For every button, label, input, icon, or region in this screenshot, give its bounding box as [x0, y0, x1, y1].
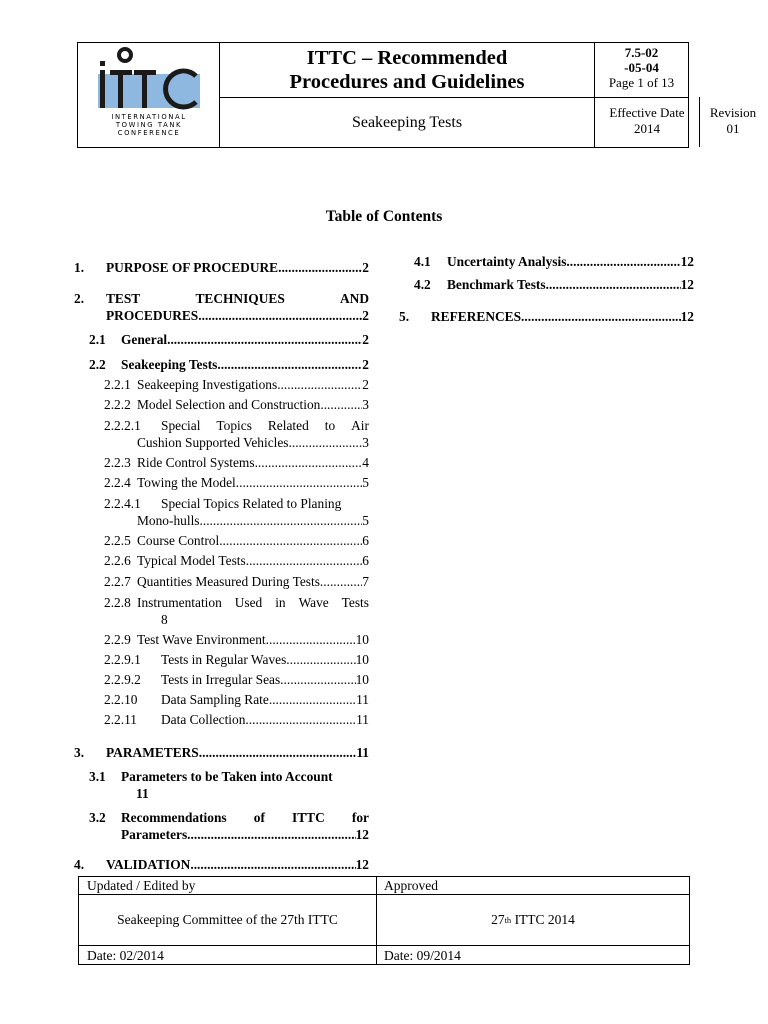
toc-entry-word: Special — [161, 418, 201, 433]
toc-entry[interactable] — [104, 418, 369, 451]
toc-entry-number: 2.2.4 — [104, 475, 131, 490]
title-line: ITTC – Recommended — [306, 47, 508, 69]
toc-entry-title: Uncertainty Analysis — [447, 254, 567, 269]
toc-entry-number: 2.2.1 — [104, 377, 131, 392]
toc-entry-title: Seakeeping Tests — [121, 357, 218, 372]
toc-entry-page: 12 — [680, 309, 694, 324]
toc-entry-title: Quantities Measured During Tests — [137, 574, 320, 589]
approver-text: ITTC 2014 — [511, 912, 575, 927]
toc-entry-page: 3 — [362, 397, 369, 412]
toc-entry[interactable] — [104, 496, 369, 529]
toc-entry-title: PARAMETERS — [106, 745, 199, 760]
toc-entry-page: 6 — [362, 553, 369, 568]
header-table — [77, 42, 757, 148]
toc-entry-number: 4.1 — [414, 254, 431, 269]
toc-entry[interactable] — [89, 810, 369, 843]
toc-entry-title: Data Collection — [161, 712, 246, 727]
doc-number-line: -05-04 — [624, 60, 659, 75]
toc-entry[interactable] — [89, 769, 369, 802]
toc-entry-title: Parameters — [121, 827, 188, 842]
toc-entry-title: General — [121, 332, 168, 347]
editor-name: Seakeeping Committee of the 27th ITTC — [117, 912, 338, 927]
toc-entry-page: 11 — [356, 745, 369, 760]
toc-entry-title: Tests in Regular Waves — [161, 652, 287, 667]
toc-entry-page: 12 — [355, 827, 369, 842]
toc-entry-title: Towing the Model — [137, 475, 236, 490]
effective-date — [595, 105, 699, 137]
toc-entry-word: TECHNIQUES — [195, 291, 285, 306]
revision — [700, 105, 766, 137]
toc-entry-number: 3.2 — [89, 810, 106, 825]
toc-entry-number: 4.2 — [414, 277, 431, 292]
doc-number-line: 7.5-02 — [624, 45, 659, 60]
toc-entry-number: 2.2.11 — [104, 712, 137, 727]
toc-entry-title: Data Sampling Rate — [161, 692, 269, 707]
toc-entry-number: 2.2.9 — [104, 632, 131, 647]
toc-entry-page: 5 — [362, 513, 369, 528]
ittc-logo — [78, 43, 220, 147]
toc-entry-word: Recommendations — [121, 810, 227, 825]
toc-entry-title: Seakeeping Investigations — [137, 377, 278, 392]
toc-entry-number: 2.2.2 — [104, 397, 131, 412]
toc-entry[interactable] — [104, 553, 369, 569]
toc-entry-title: Test Wave Environment — [137, 632, 266, 647]
toc-entry-page: 2 — [362, 260, 369, 275]
date-edited: Date: 02/2014 — [87, 948, 164, 963]
toc-entry-page: 12 — [680, 254, 694, 269]
toc-entry-page: 6 — [362, 533, 369, 548]
toc-entry[interactable] — [89, 357, 369, 373]
toc-entry-title: Model Selection and Construction — [137, 397, 321, 412]
toc-entry-page: 10 — [355, 632, 369, 647]
toc-entry[interactable] — [74, 745, 369, 761]
toc-entry-number: 2.2.2.1 — [104, 418, 141, 433]
toc-entry[interactable] — [104, 652, 369, 668]
toc-entry-word: Wave — [298, 595, 329, 610]
toc-entry-title: Cushion Supported Vehicles — [137, 435, 289, 450]
toc-entry[interactable] — [414, 254, 694, 270]
approver-name: 27 th ITTC 2014 — [491, 912, 575, 927]
toc-entry-word: Instrumentation — [137, 595, 222, 610]
toc-entry-word: of — [253, 810, 265, 825]
effective-date-label: Effective Date — [609, 105, 685, 120]
toc-entry[interactable] — [104, 692, 369, 708]
toc-entry[interactable] — [104, 712, 369, 728]
toc-entry-word: Tests — [341, 595, 369, 610]
updated-label: Updated / Edited by — [87, 878, 196, 893]
toc-entry-number: 2.1 — [89, 332, 106, 347]
toc-entry-number: 2. — [74, 291, 85, 306]
toc-entry-number: 2.2.4.1 — [104, 496, 141, 511]
toc-entry-title: Mono-hulls — [137, 513, 200, 528]
toc-entry[interactable] — [104, 397, 369, 413]
effective-date-value: 2014 — [634, 121, 660, 136]
toc-entry[interactable] — [74, 857, 369, 873]
page-info: Page 1 of 13 — [608, 75, 675, 90]
doc-number — [595, 45, 688, 90]
date-approved: Date: 09/2014 — [384, 948, 461, 963]
toc-entry-number: 2.2.3 — [104, 455, 131, 470]
toc-entry-page: 10 — [355, 672, 369, 687]
toc-entry-page: 2 — [362, 308, 369, 323]
toc-entry-word: ITTC — [292, 810, 325, 825]
toc-entry-word: Related — [267, 418, 309, 433]
toc-entry-number: 2.2.8 — [104, 595, 131, 610]
toc-entry[interactable] — [104, 574, 369, 590]
toc-entry-title: Benchmark Tests — [447, 277, 546, 292]
toc-entry-word: in — [275, 595, 286, 610]
toc-entry[interactable] — [89, 332, 369, 348]
toc-entry-word: to — [324, 418, 336, 433]
toc-entry[interactable] — [104, 672, 369, 688]
toc-entry-page: 10 — [355, 652, 369, 667]
toc-entry[interactable] — [104, 595, 369, 628]
toc-entry-page: 2 — [362, 332, 369, 347]
toc-entry-page: 5 — [362, 475, 369, 490]
toc-entry-title: Parameters to be Taken into Account — [121, 769, 333, 784]
logo-org-name — [78, 113, 220, 137]
toc-entry-page: 12 — [355, 857, 369, 872]
toc-entry-page: 2 — [362, 377, 369, 392]
toc-entry[interactable] — [399, 309, 694, 325]
toc-entry-page: 4 — [362, 455, 369, 470]
document-subtitle: Seakeeping Tests — [351, 114, 463, 131]
approved-label: Approved — [384, 878, 438, 893]
toc-entry[interactable] — [104, 475, 369, 491]
toc-entry-word: Topics — [216, 418, 252, 433]
toc-entry-page: 11 — [356, 712, 369, 727]
toc-entry-title: Course Control — [137, 533, 220, 548]
footer-table — [78, 876, 690, 965]
toc-entry-title: Special Topics Related to Planing — [161, 496, 342, 511]
toc-title: Table of Contents — [325, 208, 443, 225]
document-title — [220, 43, 594, 97]
toc-entry[interactable] — [104, 377, 369, 393]
toc-entry-title: PURPOSE OF PROCEDURE — [106, 260, 279, 275]
toc-entry[interactable] — [104, 533, 369, 549]
toc-entry-word: Air — [351, 418, 369, 433]
toc-entry-number: 2.2.10 — [104, 692, 138, 707]
toc-entry-title: Typical Model Tests — [137, 553, 246, 568]
logo-org-line: INTERNATIONAL — [111, 113, 187, 121]
toc-entry-number: 3. — [74, 745, 85, 760]
toc-entry-number: 1. — [74, 260, 85, 275]
toc-entry-page: 8 — [161, 612, 168, 627]
toc-entry[interactable] — [74, 291, 369, 324]
revision-label: Revision — [709, 105, 757, 120]
approver-ordinal: 27 — [491, 912, 505, 927]
toc-entry-page: 3 — [362, 435, 369, 450]
toc-entry-number: 2.2.7 — [104, 574, 131, 589]
toc-entry-word: AND — [339, 291, 369, 306]
toc-entry-number: 4. — [74, 857, 85, 872]
toc-entry-page: 12 — [680, 277, 694, 292]
toc-entry-word: Used — [234, 595, 263, 610]
toc-entry[interactable] — [104, 455, 369, 471]
toc-entry-title: VALIDATION — [106, 857, 191, 872]
toc-entry-number: 2.2.9.2 — [104, 672, 141, 687]
toc-entry-word: for — [351, 810, 369, 825]
logo-org-line: TOWING TANK — [115, 121, 183, 129]
toc-entry-number: 3.1 — [89, 769, 106, 784]
toc-entry-number: 5. — [399, 309, 410, 324]
toc-entry-page: 7 — [362, 574, 369, 589]
toc-entry[interactable] — [414, 277, 694, 293]
toc-entry-title: PROCEDURES — [106, 308, 199, 323]
toc-entry-page: 11 — [136, 786, 149, 801]
toc-entry-title: REFERENCES — [431, 309, 522, 324]
toc-entry-word: TEST — [106, 291, 141, 306]
toc-entry[interactable] — [104, 632, 369, 648]
toc-entry-number: 2.2.6 — [104, 553, 131, 568]
revision-value: 01 — [726, 121, 740, 136]
toc-entry-number: 2.2.5 — [104, 533, 131, 548]
toc-entry-number: 2.2.9.1 — [104, 652, 141, 667]
toc-entry-number: 2.2 — [89, 357, 106, 372]
toc-entry-title: Tests in Irregular Seas — [161, 672, 281, 687]
toc-entry[interactable] — [74, 260, 369, 276]
toc-entry-page: 2 — [362, 357, 369, 372]
title-line: Procedures and Guidelines — [289, 71, 525, 93]
logo-org-line: CONFERENCE — [117, 129, 181, 137]
toc-entry-page: 11 — [356, 692, 369, 707]
toc-entry-title: Ride Control Systems — [137, 455, 255, 470]
